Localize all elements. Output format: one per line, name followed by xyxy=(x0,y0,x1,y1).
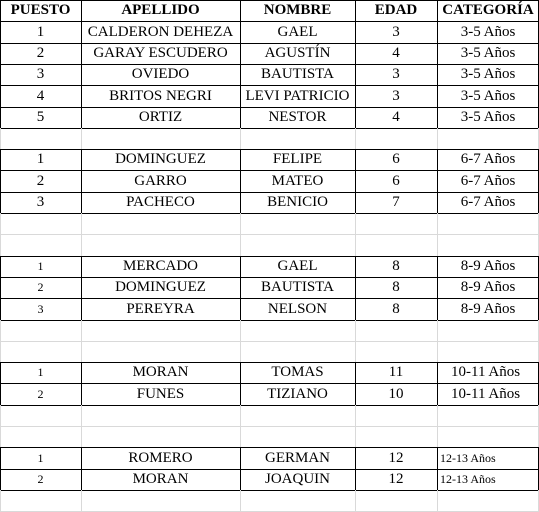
gridline xyxy=(240,490,241,512)
cell-puesto: 3 xyxy=(36,194,45,210)
column-border xyxy=(0,149,1,171)
cell-categoria: 8-9 Años xyxy=(460,279,516,295)
column-border xyxy=(437,298,438,321)
cell-puesto: 4 xyxy=(36,87,45,104)
column-border xyxy=(240,21,241,44)
gridline xyxy=(81,490,82,512)
column-border xyxy=(437,170,438,193)
cell-puesto: 1 xyxy=(37,365,44,379)
column-border xyxy=(0,383,1,406)
column-border xyxy=(81,256,82,278)
header-nombre: NOMBRE xyxy=(263,2,332,18)
cell-nombre: TIZIANO xyxy=(267,385,328,402)
column-border xyxy=(240,64,241,86)
column-border xyxy=(0,277,1,299)
cell-edad: 8 xyxy=(392,300,400,317)
cell-nombre: BAUTISTA xyxy=(261,66,334,82)
cell-categoria: 10-11 Años xyxy=(451,385,521,402)
cell-categoria: 6-7 Años xyxy=(460,151,516,167)
cell-apellido: PACHECO xyxy=(126,194,195,210)
cell-categoria: 3-5 Años xyxy=(460,109,516,125)
column-border xyxy=(81,107,82,129)
cell-apellido: ORTIZ xyxy=(138,109,183,125)
column-border xyxy=(355,0,356,22)
gridline xyxy=(355,213,356,235)
cell-edad: 8 xyxy=(392,279,400,295)
cell-categoria: 6-7 Años xyxy=(460,194,516,210)
column-border xyxy=(437,64,438,86)
column-border xyxy=(81,192,82,214)
header-edad: EDAD xyxy=(374,2,418,18)
column-border xyxy=(81,85,82,108)
column-border xyxy=(0,298,1,321)
gridline xyxy=(240,405,241,427)
column-border xyxy=(355,277,356,299)
column-border xyxy=(240,43,241,65)
gridline xyxy=(240,320,241,342)
cell-categoria: 6-7 Años xyxy=(460,172,516,189)
cell-categoria: 3-5 Años xyxy=(460,87,516,104)
cell-edad: 6 xyxy=(392,151,400,167)
gridline xyxy=(355,426,356,448)
column-border xyxy=(437,0,438,22)
column-border xyxy=(240,192,241,214)
gridline xyxy=(0,405,1,427)
cell-categoria: 3-5 Años xyxy=(460,23,516,40)
gridline xyxy=(0,341,1,363)
column-border xyxy=(81,469,82,491)
cell-apellido: DOMINGUEZ xyxy=(115,279,206,295)
cell-puesto: 1 xyxy=(36,23,45,40)
column-border xyxy=(0,469,1,491)
cell-apellido: OVIEDO xyxy=(131,66,190,82)
gridline xyxy=(81,234,82,257)
cell-nombre: GERMAN xyxy=(264,449,330,466)
cell-edad: 6 xyxy=(392,172,400,189)
column-border xyxy=(437,149,438,171)
column-border xyxy=(0,0,1,22)
column-border xyxy=(355,298,356,321)
header-categoria: CATEGORÍA xyxy=(442,2,534,18)
cell-nombre: MATEO xyxy=(271,172,324,189)
gridline xyxy=(240,341,241,363)
gridline xyxy=(240,128,241,150)
column-border xyxy=(81,170,82,193)
cell-nombre: GAEL xyxy=(277,258,318,274)
gridline xyxy=(355,490,356,512)
cell-edad: 12 xyxy=(388,449,404,466)
column-border xyxy=(0,43,1,65)
cell-puesto: 1 xyxy=(37,259,44,273)
cell-edad: 3 xyxy=(392,66,400,82)
cell-apellido: DOMINGUEZ xyxy=(115,151,206,167)
gridline xyxy=(81,128,82,150)
cell-nombre: JOAQUIN xyxy=(265,471,330,487)
column-border xyxy=(240,447,241,470)
column-border xyxy=(81,298,82,321)
gridline xyxy=(81,320,82,342)
column-border xyxy=(0,107,1,129)
gridline xyxy=(240,426,241,448)
cell-apellido: CALDERON DEHEZA xyxy=(87,23,234,40)
gridline xyxy=(81,426,82,448)
gridline xyxy=(437,405,438,427)
gridline xyxy=(81,213,82,235)
column-border xyxy=(437,85,438,108)
gridline xyxy=(0,320,1,342)
column-border xyxy=(355,469,356,491)
gridline xyxy=(437,490,438,512)
header-puesto: PUESTO xyxy=(10,2,71,18)
column-border xyxy=(81,362,82,384)
cell-puesto: 3 xyxy=(37,301,44,316)
column-border xyxy=(81,0,82,22)
header-apellido: APELLIDO xyxy=(121,2,200,18)
column-border xyxy=(240,469,241,491)
cell-puesto: 1 xyxy=(36,151,45,167)
column-border xyxy=(355,85,356,108)
cell-puesto: 2 xyxy=(37,386,44,401)
cell-apellido: GARRO xyxy=(134,172,187,189)
column-border xyxy=(81,21,82,44)
gridline xyxy=(437,341,438,363)
cell-edad: 3 xyxy=(392,87,400,104)
column-border xyxy=(355,149,356,171)
column-border xyxy=(240,298,241,321)
column-border xyxy=(81,277,82,299)
gridline xyxy=(437,234,438,257)
cell-nombre: BENICIO xyxy=(267,194,328,210)
column-border xyxy=(240,107,241,129)
column-border xyxy=(355,64,356,86)
gridline xyxy=(355,405,356,427)
column-border xyxy=(81,64,82,86)
cell-puesto: 1 xyxy=(37,450,44,465)
column-border xyxy=(437,277,438,299)
column-border xyxy=(81,149,82,171)
column-border xyxy=(437,107,438,129)
gridline xyxy=(437,128,438,150)
cell-edad: 8 xyxy=(392,258,400,274)
column-border xyxy=(81,383,82,406)
column-border xyxy=(240,0,241,22)
cell-nombre: FELIPE xyxy=(272,151,323,167)
column-border xyxy=(240,85,241,108)
gridline xyxy=(0,128,1,150)
cell-apellido: PEREYRA xyxy=(126,300,195,317)
column-border xyxy=(0,21,1,44)
column-border xyxy=(437,192,438,214)
cell-nombre: TOMAS xyxy=(271,364,324,380)
column-border xyxy=(437,21,438,44)
gridline xyxy=(0,234,1,257)
gridline xyxy=(81,341,82,363)
cell-nombre: NESTOR xyxy=(268,109,327,125)
cell-nombre: GAEL xyxy=(277,23,318,40)
column-border xyxy=(355,362,356,384)
column-border xyxy=(240,383,241,406)
cell-puesto: 5 xyxy=(36,109,45,125)
cell-nombre: AGUSTÍN xyxy=(264,45,331,61)
column-border xyxy=(355,447,356,470)
column-border xyxy=(437,362,438,384)
cell-categoria: 8-9 Años xyxy=(460,300,516,317)
gridline xyxy=(0,426,1,448)
column-border xyxy=(355,170,356,193)
column-border xyxy=(437,256,438,278)
cell-categoria: 10-11 Años xyxy=(451,364,521,380)
cell-puesto: 2 xyxy=(36,172,45,189)
cell-apellido: BRITOS NEGRI xyxy=(109,87,212,104)
cell-categoria: 3-5 Años xyxy=(460,66,516,82)
gridline xyxy=(355,320,356,342)
gridline xyxy=(240,213,241,235)
cell-categoria: 12-13 Años xyxy=(440,472,496,486)
column-border xyxy=(0,447,1,470)
cell-apellido: GARAY ESCUDERO xyxy=(93,45,228,61)
cell-categoria: 12-13 Años xyxy=(440,450,496,465)
gridline xyxy=(355,341,356,363)
column-border xyxy=(355,107,356,129)
cell-edad: 11 xyxy=(388,364,404,380)
cell-edad: 10 xyxy=(388,385,404,402)
gridline xyxy=(0,213,1,235)
cell-apellido: ROMERO xyxy=(128,449,193,466)
column-border xyxy=(355,256,356,278)
column-border xyxy=(81,43,82,65)
cell-edad: 7 xyxy=(392,194,400,210)
cell-apellido: MORAN xyxy=(132,364,189,380)
gridline xyxy=(437,213,438,235)
cell-nombre: NELSON xyxy=(267,300,328,317)
column-border xyxy=(0,362,1,384)
cell-puesto: 2 xyxy=(37,472,44,486)
column-border xyxy=(355,383,356,406)
column-border xyxy=(240,362,241,384)
column-border xyxy=(240,149,241,171)
cell-puesto: 3 xyxy=(36,66,45,82)
gridline xyxy=(0,490,1,512)
column-border xyxy=(0,64,1,86)
column-border xyxy=(437,469,438,491)
column-border xyxy=(0,256,1,278)
cell-edad: 3 xyxy=(392,23,400,40)
cell-puesto: 2 xyxy=(36,45,45,61)
cell-puesto: 2 xyxy=(37,280,44,294)
column-border xyxy=(240,277,241,299)
cell-apellido: MERCADO xyxy=(122,258,198,274)
column-border xyxy=(437,383,438,406)
cell-nombre: LEVI PATRICIO xyxy=(245,87,350,104)
column-border xyxy=(240,256,241,278)
column-border xyxy=(437,43,438,65)
column-border xyxy=(81,447,82,470)
cell-apellido: FUNES xyxy=(136,385,185,402)
gridline xyxy=(437,320,438,342)
column-border xyxy=(0,170,1,193)
column-border xyxy=(355,192,356,214)
cell-edad: 4 xyxy=(392,45,400,61)
column-border xyxy=(0,192,1,214)
column-border xyxy=(437,447,438,470)
column-border xyxy=(355,43,356,65)
cell-edad: 12 xyxy=(388,471,404,487)
cell-categoria: 3-5 Años xyxy=(460,45,516,61)
column-border xyxy=(0,85,1,108)
cell-nombre: BAUTISTA xyxy=(261,279,334,295)
cell-edad: 4 xyxy=(392,109,400,125)
gridline xyxy=(355,128,356,150)
column-border xyxy=(240,170,241,193)
gridline xyxy=(240,234,241,257)
cell-apellido: MORAN xyxy=(132,471,189,487)
gridline xyxy=(355,234,356,257)
gridline xyxy=(437,426,438,448)
gridline xyxy=(81,405,82,427)
column-border xyxy=(355,21,356,44)
cell-categoria: 8-9 Años xyxy=(460,258,516,274)
